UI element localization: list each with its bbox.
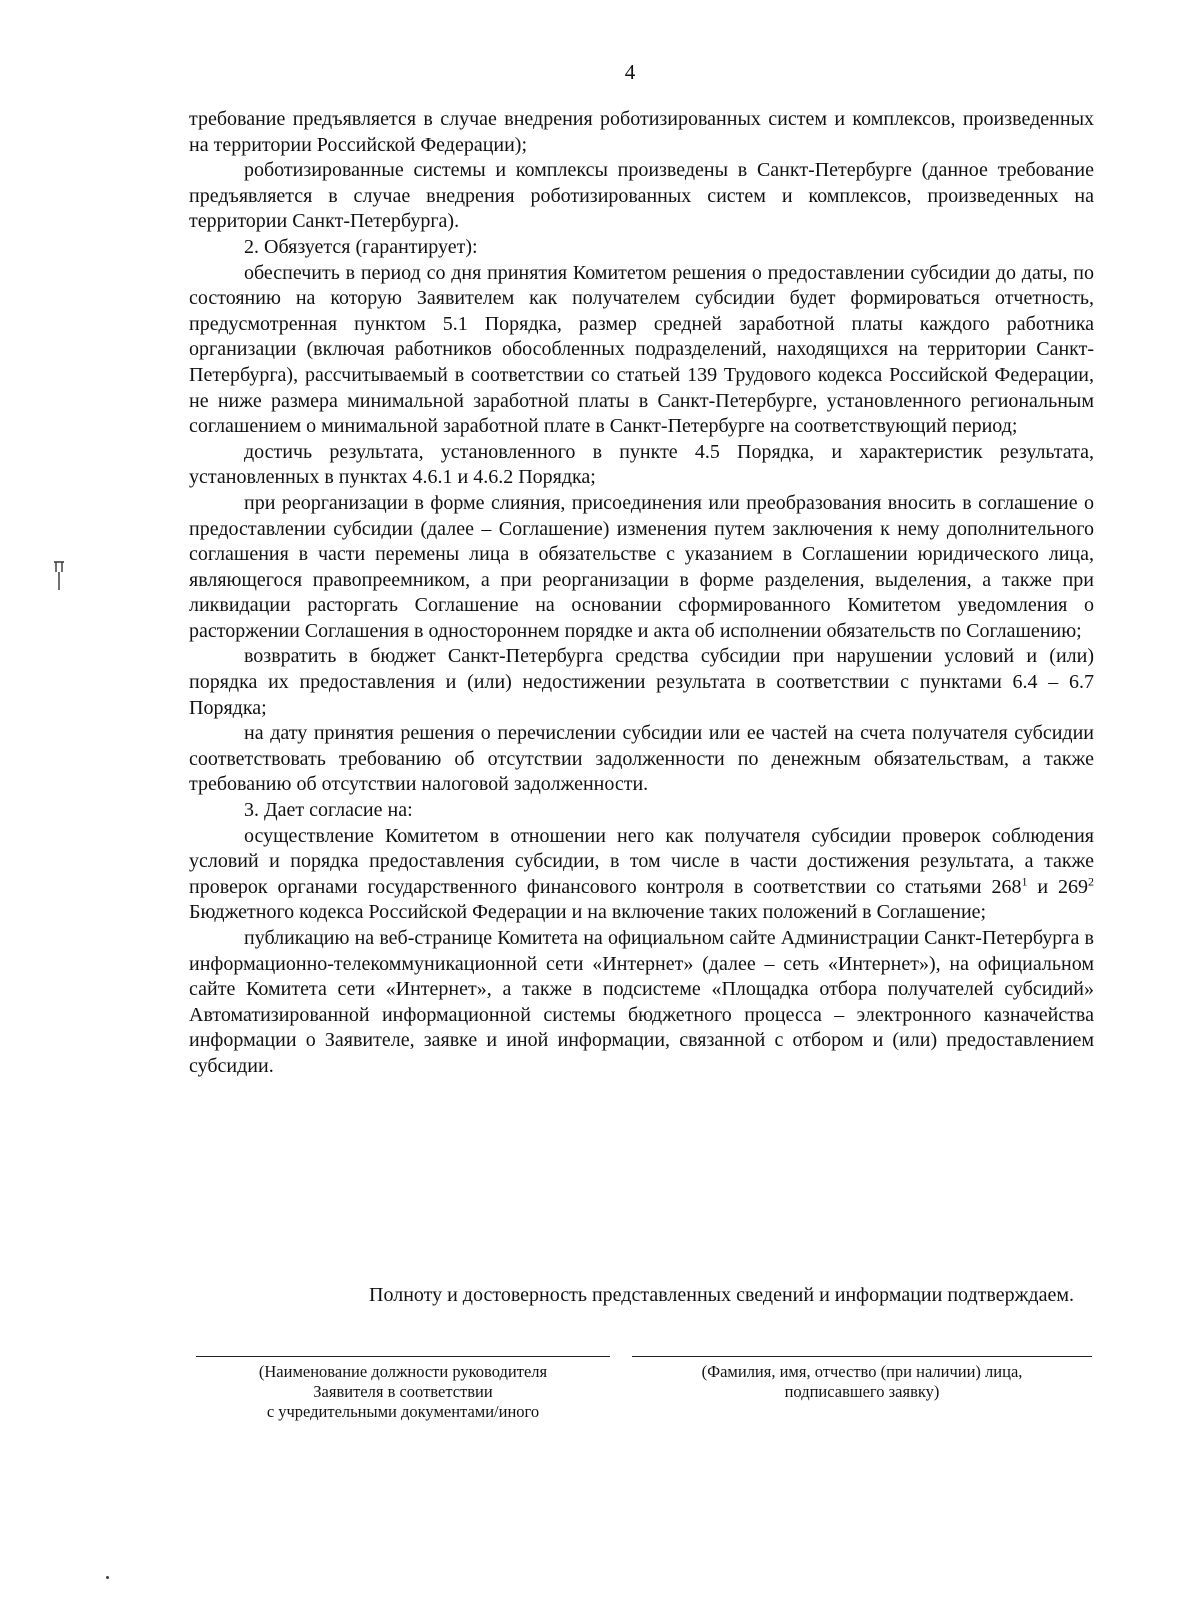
paragraph-heading: 3. Дает согласие на: [244,799,413,822]
confirmation-statement: Полноту и достоверность представленных сведений и информации подтверждаем. [369,1284,1074,1306]
text-run: и 269 [1027,875,1089,898]
caption-line: Заявителя в соответствии [313,1382,493,1401]
signature-name-block [632,1356,1092,1402]
signature-line [632,1356,1092,1357]
caption-line: с учредительными документами/иного [266,1402,540,1421]
paragraph: возвратить в бюджет Санкт-Петербурга средства субсидии при нарушении условий и (или) порядка их предоставления и (или) недостижении результата в соответствии с пунктами 6.4 – 6.7 Порядка; [189,645,1094,719]
paragraph: при реорганизации в форме слияния, присоединения или преобразования вносить в соглашение о предоставлении субсидии (далее – Соглашение) изменения путем заключения к нему дополнительного соглашения в части перемены лица в обязательстве с указанием в Соглашении юридического лица, являющегося правопреемником, а при реорганизации в форме разделения, выделения, а также при ликвидации расторгать Соглашение на основании сформированного Комитетом уведомления о расторжении Соглашения в одностороннем порядке и акта об исполнении обязательств по Соглашению; [189,491,1094,642]
paragraph: требование предъявляется в случае внедрения роботизированных систем и комплексов, произведенных на территории Российской Федерации); [189,108,1094,156]
superscript: 1 [1021,874,1028,889]
paragraph: обеспечить в период со дня принятия Комитетом решения о предоставлении субсидии до даты, по состоянию на которую Заявителем как получателем субсидии будет формироваться отчетность, предусмотренная пунктом 5.1 Порядка, размер средней заработной платы каждого работника организации (включая работников обособленных подразделений, находящихся на территории Санкт-Петербурга), рассчитываемый в соответствии со статьей 139 Трудового кодекса Российской Федерации, не ниже размера минимальной заработной платы в Санкт-Петербурге, установленного региональным соглашением о минимальной заработной плате в Санкт-Петербурге на соответствующий период; [189,261,1094,438]
superscript: 2 [1088,874,1095,889]
paragraph: достичь результата, установленного в пункте 4.5 Порядка, и характеристик результата, установленных в пунктах 4.6.1 и 4.6.2 Порядка; [189,440,1094,489]
paragraph-audit-consent [189,824,1094,926]
text-run: осуществление Комитетом в отношении него как получателя субсидии проверок соблюдения условий и порядка предоставления субсидии, в том числе в части достижения результата, а также проверок органами государственного финансового контроля в соответствии со статьями 268 [189,824,1094,898]
document-body [189,107,1094,1080]
paragraph: роботизированные системы и комплексы произведены в Санкт-Петербурге (данное требование предъявляется в случае внедрения роботизированных систем и комплексов, произведенных на территории Санкт-Петербурга). [189,159,1094,233]
caption-line: (Фамилия, имя, отчество (при наличии) лица, [701,1362,1023,1381]
paragraph-publication-consent: публикацию на веб-странице Комитета на официальном сайте Администрации Санкт-Петербурга в информационно-телекоммуникационной сети «Интернет» (далее – сеть «Интернет»), на официальном сайте Комитета сети «Интернет», а также в подсистеме «Площадка отбора получателей субсидий» Автоматизированной информационной системы бюджетного процесса – электронного казначейства информации о Заявителе, заявке и иной информации, связанной с отбором и (или) предоставлением субсидии. [189,927,1094,1077]
signature-line [196,1356,610,1357]
caption-line: (Наименование должности руководителя [258,1362,548,1381]
margin-mark [52,560,66,592]
page-number: 4 [624,60,636,84]
caption-line: подписавшего заявку) [784,1382,940,1401]
signature-position-block [196,1356,610,1422]
paragraph: на дату принятия решения о перечислении субсидии или ее частей на счета получателя субсидии соответствовать требованию об отсутствии задолженности по денежным обязательствам, а также требованию об отсутствии налоговой задолженности. [189,722,1094,796]
scan-dot [106,1576,109,1579]
paragraph-heading: 2. Обязуется (гарантирует): [244,235,478,258]
text-run: Бюджетного кодекса Российской Федерации и на включение таких положений в Соглашение; [189,901,987,924]
